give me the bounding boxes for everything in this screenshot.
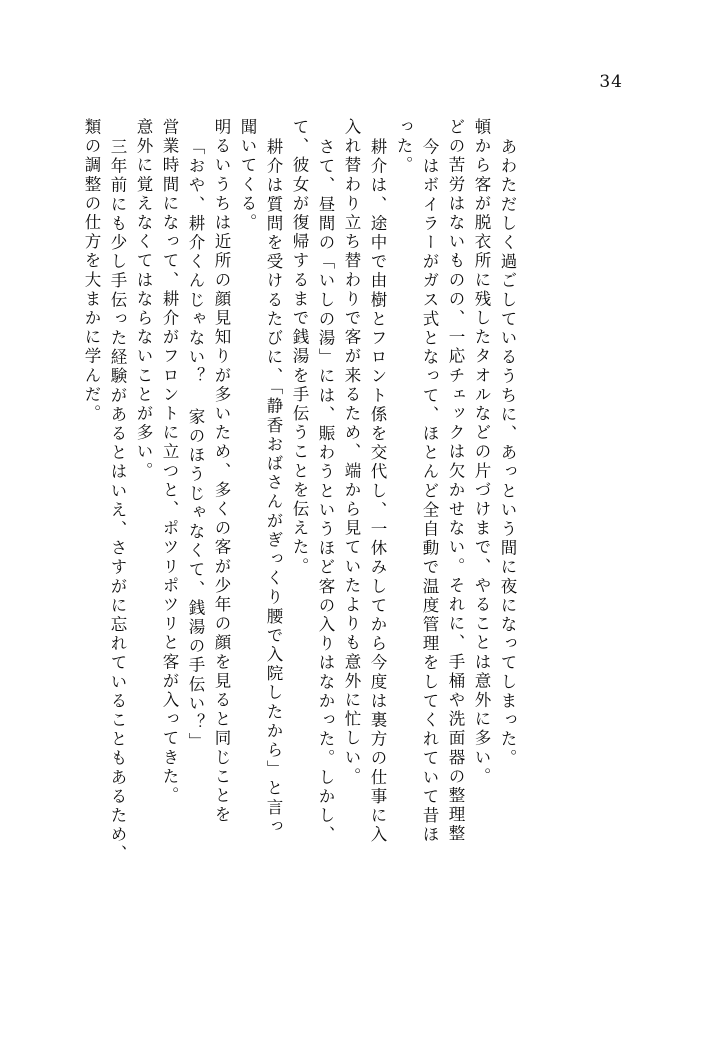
text-column: 耕介は質問を受けるたびに、「静香おばさんがぎっくり腰で入院したから」と言っ	[264, 138, 283, 837]
text-column: 類の調整の仕方を大まかに学んだ。	[82, 118, 101, 424]
text-column: 明るいうちは近所の顔見知りが多いため、多くの客が少年の顔を見ると同じことを	[212, 118, 231, 825]
text-column: 聞いてくる。	[238, 118, 257, 233]
text-column: った。	[394, 118, 413, 176]
text-column: どの苦労はないものの、一応チェックは欠かせない。それに、手桶や洗面器の整理整	[446, 118, 465, 844]
text-column: 三年前にも少し手伝った経験があるとはいえ、さすがに忘れていることもあるため、	[108, 138, 127, 864]
text-column: て、彼女が復帰するまで銭湯を手伝うことを伝えた。	[290, 118, 309, 577]
text-column: 頓から客が脱衣所に残したタオルなどの片づけまで、やることは意外に多い。	[472, 118, 491, 787]
text-column: 今はボイラーがガス式となって、ほとんど全自動で温度管理をしてくれていて昔ほ	[420, 138, 439, 845]
text-column: 意外に覚えなくてはならないことが多い。	[134, 118, 153, 481]
page-number: 34	[599, 72, 623, 92]
text-column: さて、昼間の「いしの湯」には、賑わうというほど客の入りはなかった。しかし、	[316, 138, 335, 845]
text-column: 「おや、耕介くんじゃない？ 家のほうじゃなくて、銭湯の手伝い？」	[186, 138, 205, 752]
text-column: あわただしく過ごしているうちに、あっという間に夜になってしまった。	[498, 138, 517, 769]
body-text	[73, 118, 633, 918]
text-column: 営業時間になって、耕介がフロントに立つと、ポツリポツリと客が入ってきた。	[160, 118, 179, 806]
text-column: 耕介は、途中で由樹とフロント係を交代し、一休みしてから今度は裏方の仕事に入	[368, 138, 387, 845]
text-column: 入れ替わり立ち替わりで客が来るため、端から見ていたよりも意外に忙しい。	[342, 118, 361, 787]
